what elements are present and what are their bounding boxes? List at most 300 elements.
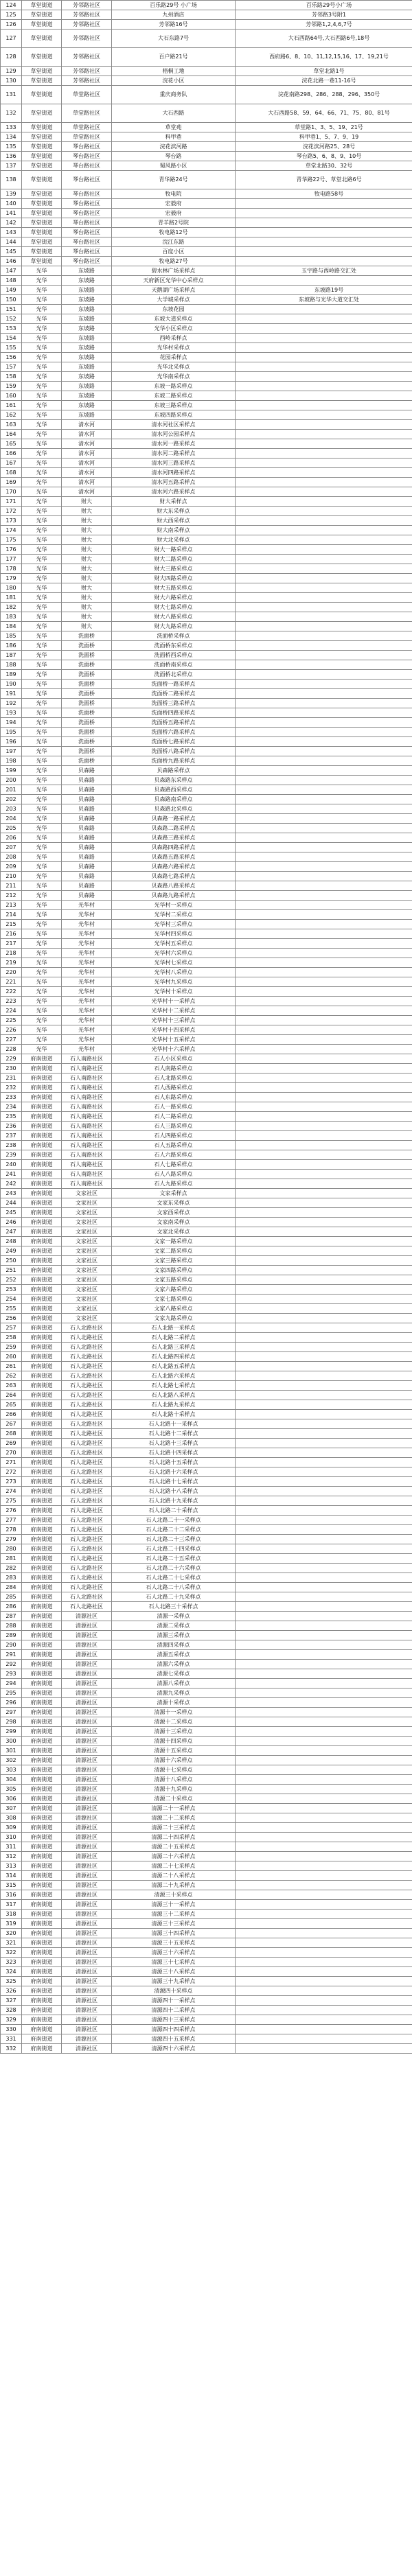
address-cell — [236, 430, 412, 439]
row-number-cell: 253 — [1, 1285, 22, 1295]
community-cell: 文家社区 — [62, 1304, 112, 1314]
table-row — [1, 1304, 412, 1314]
place-cell: 洗面桥南采样点 — [112, 660, 236, 670]
address-cell — [236, 218, 412, 228]
row-number-cell: 189 — [1, 670, 22, 680]
table-row — [1, 1535, 412, 1544]
table-row — [1, 583, 412, 593]
address-cell — [236, 958, 412, 968]
row-number-cell: 332 — [1, 2044, 22, 2054]
row-number-cell: 264 — [1, 1391, 22, 1400]
table-row — [1, 76, 412, 86]
street-cell: 光华 — [22, 939, 62, 949]
place-cell: 石人六路采样点 — [112, 1150, 236, 1160]
place-cell: 芳邻路16号 — [112, 20, 236, 30]
address-cell — [236, 353, 412, 362]
community-cell: 琴台路社区 — [62, 209, 112, 218]
row-number-cell: 211 — [1, 881, 22, 891]
row-number-cell: 125 — [1, 10, 22, 20]
place-cell: 石人五路采样点 — [112, 1141, 236, 1150]
address-cell — [236, 747, 412, 756]
place-cell: 东坡大道采样点 — [112, 314, 236, 324]
address-cell — [236, 1496, 412, 1506]
community-cell: 石人北路社区 — [62, 1564, 112, 1573]
address-cell — [236, 1419, 412, 1429]
community-cell: 石人北路社区 — [62, 1400, 112, 1410]
address-cell — [236, 314, 412, 324]
address-cell — [236, 1016, 412, 1025]
address-cell — [236, 833, 412, 843]
street-cell: 光华 — [22, 449, 62, 459]
street-cell: 光华 — [22, 507, 62, 516]
row-number-cell: 278 — [1, 1525, 22, 1535]
row-number-cell: 239 — [1, 1150, 22, 1160]
table-row — [1, 1765, 412, 1775]
address-cell — [236, 1400, 412, 1410]
row-number-cell: 183 — [1, 612, 22, 622]
address-cell — [236, 1525, 412, 1535]
street-cell: 草堂街道 — [22, 237, 62, 247]
place-cell: 清源七采样点 — [112, 1669, 236, 1679]
row-number-cell: 241 — [1, 1170, 22, 1179]
row-number-cell: 176 — [1, 545, 22, 555]
address-cell — [236, 1064, 412, 1074]
community-cell: 贝森路 — [62, 804, 112, 814]
row-number-cell: 154 — [1, 334, 22, 343]
address-cell — [236, 977, 412, 987]
table-row — [1, 1871, 412, 1881]
community-cell: 石人北路社区 — [62, 1602, 112, 1612]
address-cell — [236, 478, 412, 487]
street-cell: 府南街道 — [22, 1602, 62, 1612]
table-row — [1, 1333, 412, 1343]
place-cell: 石人四路采样点 — [112, 1131, 236, 1141]
community-cell: 石人北路社区 — [62, 1362, 112, 1371]
street-cell: 府南街道 — [22, 1881, 62, 1890]
table-row — [1, 1669, 412, 1679]
table-row — [1, 189, 412, 199]
community-cell: 文家社区 — [62, 1285, 112, 1295]
row-number-cell: 310 — [1, 1833, 22, 1842]
place-cell: 光华村七采样点 — [112, 958, 236, 968]
street-cell: 府南街道 — [22, 1679, 62, 1689]
table-row — [1, 2006, 412, 2015]
place-cell: 清源三采样点 — [112, 1631, 236, 1640]
row-number-cell: 162 — [1, 410, 22, 420]
place-cell: 清水河三路采样点 — [112, 459, 236, 468]
street-cell: 光华 — [22, 852, 62, 862]
community-cell: 清源社区 — [62, 1900, 112, 1910]
place-cell: 清水河社区采样点 — [112, 420, 236, 430]
table-row — [1, 439, 412, 449]
table-row — [1, 171, 412, 189]
community-cell: 洗面桥 — [62, 718, 112, 728]
address-cell — [236, 1660, 412, 1669]
table-row — [1, 1516, 412, 1525]
place-cell: 石人北路二十七采样点 — [112, 1573, 236, 1583]
row-number-cell: 235 — [1, 1112, 22, 1122]
table-row — [1, 1323, 412, 1333]
street-cell: 草堂街道 — [22, 1, 62, 10]
row-number-cell: 289 — [1, 1631, 22, 1640]
community-cell: 洗面桥 — [62, 747, 112, 756]
table-row — [1, 20, 412, 30]
row-number-cell: 297 — [1, 1708, 22, 1717]
place-cell: 洗面桥采样点 — [112, 631, 236, 641]
table-row — [1, 324, 412, 334]
community-cell: 清源社区 — [62, 1938, 112, 1948]
street-cell: 草堂街道 — [22, 247, 62, 257]
address-cell — [236, 920, 412, 929]
place-cell: 清源十采样点 — [112, 1698, 236, 1708]
street-cell: 光华 — [22, 1016, 62, 1025]
street-cell: 草堂街道 — [22, 218, 62, 228]
row-number-cell: 126 — [1, 20, 22, 30]
street-cell: 府南街道 — [22, 1592, 62, 1602]
street-cell: 光华 — [22, 314, 62, 324]
street-cell: 府南街道 — [22, 1746, 62, 1756]
place-cell: 贝森路一路采样点 — [112, 814, 236, 824]
address-cell — [236, 1266, 412, 1275]
row-number-cell: 147 — [1, 266, 22, 276]
table-row — [1, 1064, 412, 1074]
place-cell: 清源二十八采样点 — [112, 1871, 236, 1881]
address-cell — [236, 891, 412, 901]
community-cell: 石人北路社区 — [62, 1516, 112, 1525]
street-cell: 府南街道 — [22, 1708, 62, 1717]
table-row — [1, 1237, 412, 1246]
community-cell: 石人北路社区 — [62, 1506, 112, 1516]
place-cell: 清源二十五采样点 — [112, 1842, 236, 1852]
table-row — [1, 132, 412, 142]
table-row — [1, 862, 412, 872]
row-number-cell: 149 — [1, 286, 22, 295]
table-row — [1, 901, 412, 910]
row-number-cell: 193 — [1, 708, 22, 718]
place-cell: 石人北路九采样点 — [112, 1400, 236, 1410]
street-cell: 光华 — [22, 718, 62, 728]
address-cell — [236, 641, 412, 651]
row-number-cell: 245 — [1, 1208, 22, 1218]
place-cell: 文家八路采样点 — [112, 1304, 236, 1314]
row-number-cell: 159 — [1, 382, 22, 391]
place-cell: 重庆商务队 — [112, 86, 236, 104]
address-cell — [236, 1371, 412, 1381]
table-row — [1, 987, 412, 997]
community-cell: 贝森路 — [62, 814, 112, 824]
address-cell — [236, 247, 412, 257]
community-cell: 清源社区 — [62, 1669, 112, 1679]
street-cell: 光华 — [22, 785, 62, 795]
address-cell — [236, 401, 412, 410]
community-cell: 贝森路 — [62, 881, 112, 891]
place-cell: 清源四十三采样点 — [112, 2015, 236, 2025]
street-cell: 府南街道 — [22, 1189, 62, 1198]
address-cell — [236, 583, 412, 593]
community-cell: 清源社区 — [62, 2015, 112, 2025]
address-cell — [236, 555, 412, 564]
address-cell — [236, 1160, 412, 1170]
address-cell — [236, 997, 412, 1006]
table-row — [1, 747, 412, 756]
row-number-cell: 287 — [1, 1612, 22, 1621]
community-cell: 石人南路社区 — [62, 1160, 112, 1170]
place-cell: 洗面桥西采样点 — [112, 651, 236, 660]
community-cell: 清源社区 — [62, 1689, 112, 1698]
place-cell: 清源十三采样点 — [112, 1727, 236, 1737]
place-cell: 琴台路 — [112, 152, 236, 161]
row-number-cell: 128 — [1, 48, 22, 67]
place-cell: 财大东采样点 — [112, 507, 236, 516]
row-number-cell: 291 — [1, 1650, 22, 1660]
address-cell — [236, 1967, 412, 1977]
community-cell: 财大 — [62, 555, 112, 564]
street-cell: 府南街道 — [22, 1698, 62, 1708]
address-cell — [236, 1093, 412, 1102]
row-number-cell: 330 — [1, 2025, 22, 2034]
street-cell: 府南街道 — [22, 1650, 62, 1660]
row-number-cell: 231 — [1, 1074, 22, 1083]
address-cell — [236, 1323, 412, 1333]
row-number-cell: 232 — [1, 1083, 22, 1093]
place-cell: 浣花小区 — [112, 76, 236, 86]
place-cell: 洗面桥东采样点 — [112, 641, 236, 651]
address-cell — [236, 1141, 412, 1150]
street-cell: 府南街道 — [22, 1295, 62, 1304]
place-cell: 贝森路南采样点 — [112, 795, 236, 804]
community-cell: 石人南路社区 — [62, 1131, 112, 1141]
place-cell: 清源四十二采样点 — [112, 2006, 236, 2015]
place-cell: 洗面桥九路采样点 — [112, 756, 236, 766]
table-row — [1, 1842, 412, 1852]
address-cell — [236, 1996, 412, 2006]
row-number-cell: 265 — [1, 1400, 22, 1410]
address-cell — [236, 804, 412, 814]
row-number-cell: 234 — [1, 1102, 22, 1112]
row-number-cell: 271 — [1, 1458, 22, 1467]
row-number-cell: 275 — [1, 1496, 22, 1506]
community-cell: 石人北路社区 — [62, 1458, 112, 1467]
address-cell — [236, 420, 412, 430]
place-cell: 洗面桥北采样点 — [112, 670, 236, 680]
community-cell: 清源社区 — [62, 1804, 112, 1813]
street-cell: 光华 — [22, 997, 62, 1006]
community-cell: 石人北路社区 — [62, 1333, 112, 1343]
row-number-cell: 187 — [1, 651, 22, 660]
address-cell — [236, 1381, 412, 1391]
address-cell — [236, 766, 412, 776]
street-cell: 府南街道 — [22, 1785, 62, 1794]
row-number-cell: 143 — [1, 228, 22, 237]
place-cell: 石人北路一采样点 — [112, 1323, 236, 1333]
row-number-cell: 249 — [1, 1246, 22, 1256]
community-cell: 东坡路 — [62, 286, 112, 295]
street-cell: 光华 — [22, 881, 62, 891]
community-cell: 清源社区 — [62, 1794, 112, 1804]
place-cell: 石人北路十七采样点 — [112, 1477, 236, 1487]
street-cell: 府南街道 — [22, 1660, 62, 1669]
table-row — [1, 1362, 412, 1371]
place-cell: 贝森路六路采样点 — [112, 862, 236, 872]
row-number-cell: 156 — [1, 353, 22, 362]
row-number-cell: 323 — [1, 1958, 22, 1967]
community-cell: 东坡路 — [62, 382, 112, 391]
table-row — [1, 1400, 412, 1410]
address-cell — [236, 1448, 412, 1458]
street-cell: 草堂街道 — [22, 20, 62, 30]
street-cell: 府南街道 — [22, 1544, 62, 1554]
address-cell — [236, 1823, 412, 1833]
place-cell: 宏毅府 — [112, 209, 236, 218]
place-cell: 财大七路采样点 — [112, 603, 236, 612]
row-number-cell: 263 — [1, 1381, 22, 1391]
table-row — [1, 1794, 412, 1804]
row-number-cell: 318 — [1, 1910, 22, 1919]
street-cell: 光华 — [22, 776, 62, 785]
community-cell: 琴台路社区 — [62, 161, 112, 171]
table-row — [1, 920, 412, 929]
table-row — [1, 382, 412, 391]
address-cell — [236, 305, 412, 314]
street-cell: 府南街道 — [22, 1112, 62, 1122]
address-cell — [236, 968, 412, 977]
place-cell: 牧电路27号 — [112, 257, 236, 266]
address-cell — [236, 939, 412, 949]
row-number-cell: 257 — [1, 1323, 22, 1333]
community-cell: 光华村 — [62, 958, 112, 968]
row-number-cell: 281 — [1, 1554, 22, 1564]
street-cell: 府南街道 — [22, 1458, 62, 1467]
street-cell: 府南街道 — [22, 1122, 62, 1131]
row-number-cell: 327 — [1, 1996, 22, 2006]
community-cell: 贝森路 — [62, 852, 112, 862]
row-number-cell: 252 — [1, 1275, 22, 1285]
row-number-cell: 255 — [1, 1304, 22, 1314]
street-cell: 府南街道 — [22, 1314, 62, 1323]
row-number-cell: 277 — [1, 1516, 22, 1525]
community-cell: 洗面桥 — [62, 641, 112, 651]
community-cell: 清源社区 — [62, 1660, 112, 1669]
row-number-cell: 160 — [1, 391, 22, 401]
community-cell: 东坡路 — [62, 372, 112, 382]
community-cell: 清源社区 — [62, 1775, 112, 1785]
place-cell: 光华小区采样点 — [112, 324, 236, 334]
table-row — [1, 152, 412, 161]
table-row — [1, 756, 412, 766]
address-cell — [236, 1208, 412, 1218]
place-cell: 贝森路五路采样点 — [112, 852, 236, 862]
place-cell: 清源六采样点 — [112, 1660, 236, 1669]
row-number-cell: 260 — [1, 1352, 22, 1362]
address-cell: 百乐路29号小广场 — [236, 1, 412, 10]
community-cell: 清源社区 — [62, 1765, 112, 1775]
community-cell: 清源社区 — [62, 1650, 112, 1660]
community-cell: 清源社区 — [62, 1852, 112, 1861]
place-cell: 清源二十一采样点 — [112, 1804, 236, 1813]
address-cell — [236, 1650, 412, 1660]
address-cell — [236, 1150, 412, 1160]
place-cell: 财大四路采样点 — [112, 574, 236, 583]
street-cell: 府南街道 — [22, 1910, 62, 1919]
community-cell: 清源社区 — [62, 1640, 112, 1650]
address-cell — [236, 2025, 412, 2034]
community-cell: 财大 — [62, 603, 112, 612]
address-cell — [236, 1756, 412, 1765]
address-cell — [236, 1304, 412, 1314]
row-number-cell: 218 — [1, 949, 22, 958]
address-cell — [236, 1227, 412, 1237]
street-cell: 府南街道 — [22, 1727, 62, 1737]
row-number-cell: 223 — [1, 997, 22, 1006]
table-row — [1, 161, 412, 171]
community-cell: 清源社区 — [62, 1708, 112, 1717]
table-row — [1, 680, 412, 689]
place-cell: 贝森路七路采样点 — [112, 872, 236, 881]
place-cell: 清源四十四采样点 — [112, 2025, 236, 2034]
place-cell: 文家采样点 — [112, 1189, 236, 1198]
address-cell — [236, 1785, 412, 1794]
community-cell: 东坡路 — [62, 343, 112, 353]
street-cell: 光华 — [22, 833, 62, 843]
address-cell — [236, 1189, 412, 1198]
row-number-cell: 182 — [1, 603, 22, 612]
community-cell: 石人北路社区 — [62, 1439, 112, 1448]
place-cell: 清水河二路采样点 — [112, 449, 236, 459]
row-number-cell: 261 — [1, 1362, 22, 1371]
row-number-cell: 133 — [1, 123, 22, 132]
table-row — [1, 737, 412, 747]
table-row — [1, 1823, 412, 1833]
community-cell: 石人北路社区 — [62, 1371, 112, 1381]
street-cell: 府南街道 — [22, 1208, 62, 1218]
street-cell: 光华 — [22, 977, 62, 987]
place-cell: 清源十四采样点 — [112, 1737, 236, 1746]
table-row — [1, 1, 412, 10]
row-number-cell: 142 — [1, 218, 22, 228]
address-cell — [236, 1506, 412, 1516]
street-cell: 草堂街道 — [22, 67, 62, 76]
row-number-cell: 262 — [1, 1371, 22, 1381]
place-cell: 清水河四路采样点 — [112, 468, 236, 478]
place-cell: 文家九路采样点 — [112, 1314, 236, 1323]
address-cell — [236, 1198, 412, 1208]
table-row — [1, 276, 412, 286]
table-row — [1, 1179, 412, 1189]
street-cell: 府南街道 — [22, 1150, 62, 1160]
community-cell: 石人北路社区 — [62, 1573, 112, 1583]
place-cell: 光华村三采样点 — [112, 920, 236, 929]
address-cell — [236, 382, 412, 391]
street-cell: 光华 — [22, 766, 62, 776]
place-cell: 石人北路十九采样点 — [112, 1496, 236, 1506]
address-cell — [236, 2034, 412, 2044]
address-cell — [236, 1487, 412, 1496]
table-row — [1, 766, 412, 776]
street-cell: 府南街道 — [22, 1227, 62, 1237]
community-cell: 洗面桥 — [62, 737, 112, 747]
row-number-cell: 215 — [1, 920, 22, 929]
row-number-cell: 185 — [1, 631, 22, 641]
community-cell: 石人南路社区 — [62, 1112, 112, 1122]
place-cell: 石人北路二十一采样点 — [112, 1516, 236, 1525]
place-cell: 大石西路 — [112, 104, 236, 123]
table-row — [1, 535, 412, 545]
address-cell — [236, 881, 412, 891]
place-cell: 清源二十四采样点 — [112, 1833, 236, 1842]
address-cell — [236, 1477, 412, 1487]
table-row — [1, 1573, 412, 1583]
place-cell: 清源二十七采样点 — [112, 1861, 236, 1871]
